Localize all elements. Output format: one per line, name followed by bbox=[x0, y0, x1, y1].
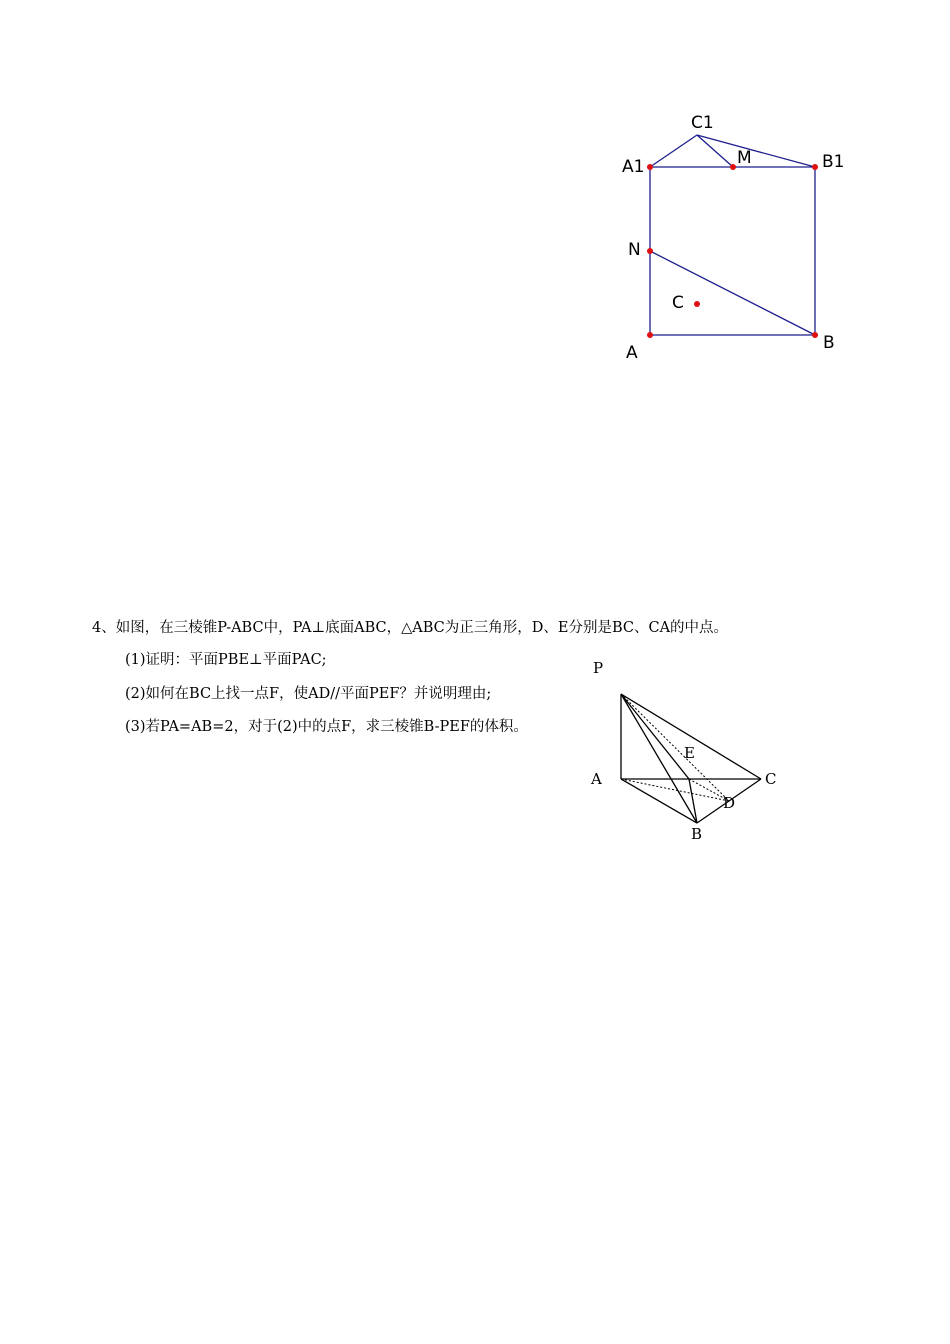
label-N: N bbox=[628, 240, 641, 260]
edge-P-E bbox=[621, 694, 689, 779]
label-D: D bbox=[723, 794, 736, 812]
label-A: A bbox=[591, 770, 602, 788]
point-N bbox=[647, 248, 653, 254]
problem-4-part-2: (2)如何在BC上找一点F，使AD//平面PEF？并说明理由; bbox=[125, 686, 492, 702]
point-M bbox=[730, 164, 736, 170]
point-A bbox=[647, 332, 653, 338]
point-A1 bbox=[647, 164, 653, 170]
label-B: B bbox=[823, 333, 835, 353]
label-B: B bbox=[691, 825, 703, 843]
point-B1 bbox=[812, 164, 818, 170]
pyramid-figure bbox=[585, 650, 785, 850]
edge-P-C bbox=[621, 694, 761, 779]
problem-4-part-1: (1)证明：平面PBE⊥平面PAC; bbox=[125, 652, 327, 668]
edge-A-D bbox=[621, 779, 729, 801]
label-C: C bbox=[765, 770, 777, 788]
label-A1: A1 bbox=[622, 157, 645, 177]
problem-4-statement: 4、如图，在三棱锥P-ABC中，PA⊥底面ABC，△ABC为正三角形，D、E分别是BC、CA的中点。 bbox=[92, 620, 729, 636]
prism-figure bbox=[600, 100, 860, 370]
label-C: C bbox=[672, 293, 684, 313]
problem-4-part-3: (3)若PA=AB=2，对于(2)中的点F，求三棱锥B-PEF的体积。 bbox=[125, 719, 528, 735]
label-P: P bbox=[593, 659, 604, 677]
edge-A-B bbox=[621, 779, 697, 823]
label-M: M bbox=[737, 148, 752, 168]
label-A: A bbox=[626, 343, 638, 363]
point-B bbox=[812, 332, 818, 338]
edge-A1-C1 bbox=[650, 135, 697, 167]
label-C1: C1 bbox=[691, 113, 714, 133]
point-C bbox=[694, 301, 700, 307]
label-E: E bbox=[684, 744, 695, 762]
label-B1: B1 bbox=[822, 152, 845, 172]
